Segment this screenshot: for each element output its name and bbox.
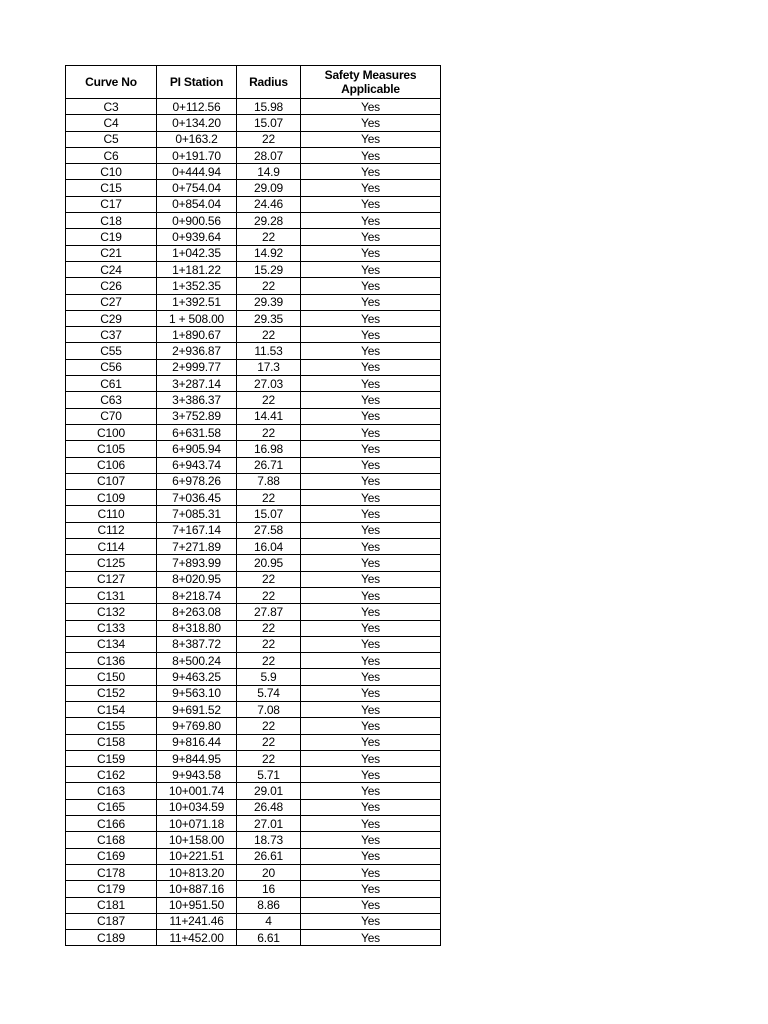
pi-station-cell: 6+978.26 bbox=[157, 473, 237, 489]
pi-station-cell: 0+163.2 bbox=[157, 131, 237, 147]
radius-cell: 16 bbox=[237, 881, 301, 897]
table-row bbox=[66, 506, 441, 522]
pi-station-cell: 1+042.35 bbox=[157, 245, 237, 261]
table-row bbox=[66, 555, 441, 571]
table-header-row bbox=[66, 66, 441, 99]
table-row bbox=[66, 620, 441, 636]
pi-station-cell: 7+036.45 bbox=[157, 490, 237, 506]
table-row bbox=[66, 441, 441, 457]
curve-no-cell: C5 bbox=[66, 131, 157, 147]
safety-measures-cell: Yes bbox=[301, 848, 441, 864]
table-row bbox=[66, 767, 441, 783]
table-row bbox=[66, 490, 441, 506]
curve-no-cell: C105 bbox=[66, 441, 157, 457]
curve-no-cell: C37 bbox=[66, 327, 157, 343]
pi-station-cell: 9+691.52 bbox=[157, 701, 237, 717]
curve-no-cell: C127 bbox=[66, 571, 157, 587]
table-row bbox=[66, 718, 441, 734]
table-row bbox=[66, 799, 441, 815]
safety-measures-cell: Yes bbox=[301, 864, 441, 880]
safety-measures-cell: Yes bbox=[301, 587, 441, 603]
curve-no-cell: C152 bbox=[66, 685, 157, 701]
table-row bbox=[66, 131, 441, 147]
table-row bbox=[66, 424, 441, 440]
pi-station-cell: 3+287.14 bbox=[157, 376, 237, 392]
radius-cell: 14.92 bbox=[237, 245, 301, 261]
safety-measures-cell: Yes bbox=[301, 636, 441, 652]
curve-no-cell: C61 bbox=[66, 376, 157, 392]
pi-station-cell: 10+034.59 bbox=[157, 799, 237, 815]
header-curve-no: Curve No bbox=[66, 66, 157, 99]
table-row bbox=[66, 816, 441, 832]
radius-cell: 11.53 bbox=[237, 343, 301, 359]
curve-no-cell: C26 bbox=[66, 278, 157, 294]
safety-measures-cell: Yes bbox=[301, 441, 441, 457]
radius-cell: 22 bbox=[237, 636, 301, 652]
table-row bbox=[66, 604, 441, 620]
radius-cell: 22 bbox=[237, 392, 301, 408]
curve-no-cell: C150 bbox=[66, 669, 157, 685]
radius-cell: 29.01 bbox=[237, 783, 301, 799]
safety-measures-cell: Yes bbox=[301, 604, 441, 620]
pi-station-cell: 7+271.89 bbox=[157, 539, 237, 555]
header-radius: Radius bbox=[237, 66, 301, 99]
radius-cell: 4 bbox=[237, 913, 301, 929]
radius-cell: 27.58 bbox=[237, 522, 301, 538]
radius-cell: 26.61 bbox=[237, 848, 301, 864]
table-row bbox=[66, 685, 441, 701]
curve-no-cell: C24 bbox=[66, 261, 157, 277]
table-row bbox=[66, 473, 441, 489]
table-row bbox=[66, 571, 441, 587]
radius-cell: 8.86 bbox=[237, 897, 301, 913]
safety-measures-cell: Yes bbox=[301, 164, 441, 180]
pi-station-cell: 1+181.22 bbox=[157, 261, 237, 277]
curve-no-cell: C27 bbox=[66, 294, 157, 310]
pi-station-cell: 0+191.70 bbox=[157, 147, 237, 163]
table-row bbox=[66, 734, 441, 750]
table-row bbox=[66, 343, 441, 359]
safety-measures-cell: Yes bbox=[301, 213, 441, 229]
table-row bbox=[66, 147, 441, 163]
curve-no-cell: C125 bbox=[66, 555, 157, 571]
table-row bbox=[66, 392, 441, 408]
safety-measures-cell: Yes bbox=[301, 734, 441, 750]
safety-measures-cell: Yes bbox=[301, 750, 441, 766]
curve-no-cell: C29 bbox=[66, 310, 157, 326]
table-row bbox=[66, 457, 441, 473]
curve-no-cell: C106 bbox=[66, 457, 157, 473]
radius-cell: 22 bbox=[237, 587, 301, 603]
pi-station-cell: 0+112.56 bbox=[157, 99, 237, 115]
radius-cell: 29.39 bbox=[237, 294, 301, 310]
safety-measures-cell: Yes bbox=[301, 653, 441, 669]
curve-no-cell: C70 bbox=[66, 408, 157, 424]
table-row bbox=[66, 881, 441, 897]
curve-no-cell: C19 bbox=[66, 229, 157, 245]
table-row bbox=[66, 229, 441, 245]
radius-cell: 15.29 bbox=[237, 261, 301, 277]
table-row bbox=[66, 310, 441, 326]
table-row bbox=[66, 196, 441, 212]
table-row bbox=[66, 913, 441, 929]
table-row bbox=[66, 115, 441, 131]
curve-no-cell: C6 bbox=[66, 147, 157, 163]
pi-station-cell: 8+500.24 bbox=[157, 653, 237, 669]
safety-measures-cell: Yes bbox=[301, 506, 441, 522]
curve-no-cell: C168 bbox=[66, 832, 157, 848]
radius-cell: 20.95 bbox=[237, 555, 301, 571]
curve-no-cell: C179 bbox=[66, 881, 157, 897]
table-row bbox=[66, 653, 441, 669]
pi-station-cell: 0+754.04 bbox=[157, 180, 237, 196]
safety-measures-cell: Yes bbox=[301, 147, 441, 163]
pi-station-cell: 1 + 508.00 bbox=[157, 310, 237, 326]
pi-station-cell: 3+752.89 bbox=[157, 408, 237, 424]
pi-station-cell: 0+900.56 bbox=[157, 213, 237, 229]
pi-station-cell: 10+813.20 bbox=[157, 864, 237, 880]
pi-station-cell: 3+386.37 bbox=[157, 392, 237, 408]
header-pi-station: PI Station bbox=[157, 66, 237, 99]
pi-station-cell: 0+854.04 bbox=[157, 196, 237, 212]
curve-no-cell: C107 bbox=[66, 473, 157, 489]
curve-no-cell: C169 bbox=[66, 848, 157, 864]
curve-no-cell: C163 bbox=[66, 783, 157, 799]
pi-station-cell: 7+085.31 bbox=[157, 506, 237, 522]
pi-station-cell: 6+943.74 bbox=[157, 457, 237, 473]
curve-no-cell: C133 bbox=[66, 620, 157, 636]
header-safety-measures: Safety Measures Applicable bbox=[301, 66, 441, 99]
safety-measures-cell: Yes bbox=[301, 261, 441, 277]
safety-measures-cell: Yes bbox=[301, 913, 441, 929]
pi-station-cell: 9+463.25 bbox=[157, 669, 237, 685]
radius-cell: 17.3 bbox=[237, 359, 301, 375]
radius-cell: 22 bbox=[237, 718, 301, 734]
radius-cell: 22 bbox=[237, 229, 301, 245]
radius-cell: 22 bbox=[237, 327, 301, 343]
table-row bbox=[66, 587, 441, 603]
pi-station-cell: 2+999.77 bbox=[157, 359, 237, 375]
pi-station-cell: 0+134.20 bbox=[157, 115, 237, 131]
safety-measures-cell: Yes bbox=[301, 115, 441, 131]
curve-no-cell: C109 bbox=[66, 490, 157, 506]
safety-measures-cell: Yes bbox=[301, 473, 441, 489]
safety-measures-cell: Yes bbox=[301, 392, 441, 408]
safety-measures-cell: Yes bbox=[301, 99, 441, 115]
safety-measures-cell: Yes bbox=[301, 196, 441, 212]
safety-measures-cell: Yes bbox=[301, 881, 441, 897]
safety-measures-cell: Yes bbox=[301, 783, 441, 799]
curve-no-cell: C3 bbox=[66, 99, 157, 115]
safety-measures-cell: Yes bbox=[301, 930, 441, 946]
radius-cell: 16.04 bbox=[237, 539, 301, 555]
table-row bbox=[66, 701, 441, 717]
curve-no-cell: C55 bbox=[66, 343, 157, 359]
safety-measures-cell: Yes bbox=[301, 816, 441, 832]
safety-measures-cell: Yes bbox=[301, 180, 441, 196]
radius-cell: 27.01 bbox=[237, 816, 301, 832]
radius-cell: 5.71 bbox=[237, 767, 301, 783]
safety-measures-cell: Yes bbox=[301, 343, 441, 359]
radius-cell: 22 bbox=[237, 620, 301, 636]
safety-measures-cell: Yes bbox=[301, 799, 441, 815]
table-row bbox=[66, 636, 441, 652]
curve-no-cell: C17 bbox=[66, 196, 157, 212]
radius-cell: 29.35 bbox=[237, 310, 301, 326]
safety-measures-cell: Yes bbox=[301, 897, 441, 913]
safety-measures-cell: Yes bbox=[301, 685, 441, 701]
radius-cell: 14.41 bbox=[237, 408, 301, 424]
table-row bbox=[66, 180, 441, 196]
curve-no-cell: C154 bbox=[66, 701, 157, 717]
table-row bbox=[66, 294, 441, 310]
safety-measures-cell: Yes bbox=[301, 457, 441, 473]
pi-station-cell: 9+844.95 bbox=[157, 750, 237, 766]
pi-station-cell: 8+218.74 bbox=[157, 587, 237, 603]
pi-station-cell: 0+444.94 bbox=[157, 164, 237, 180]
pi-station-cell: 7+893.99 bbox=[157, 555, 237, 571]
table-row bbox=[66, 164, 441, 180]
pi-station-cell: 10+158.00 bbox=[157, 832, 237, 848]
pi-station-cell: 7+167.14 bbox=[157, 522, 237, 538]
radius-cell: 18.73 bbox=[237, 832, 301, 848]
curve-no-cell: C166 bbox=[66, 816, 157, 832]
radius-cell: 15.07 bbox=[237, 506, 301, 522]
radius-cell: 22 bbox=[237, 424, 301, 440]
pi-station-cell: 9+943.58 bbox=[157, 767, 237, 783]
pi-station-cell: 8+020.95 bbox=[157, 571, 237, 587]
curve-no-cell: C178 bbox=[66, 864, 157, 880]
safety-measures-cell: Yes bbox=[301, 490, 441, 506]
radius-cell: 20 bbox=[237, 864, 301, 880]
radius-cell: 6.61 bbox=[237, 930, 301, 946]
safety-measures-cell: Yes bbox=[301, 424, 441, 440]
table-row bbox=[66, 99, 441, 115]
table-row bbox=[66, 376, 441, 392]
safety-measures-cell: Yes bbox=[301, 832, 441, 848]
radius-cell: 22 bbox=[237, 653, 301, 669]
pi-station-cell: 1+392.51 bbox=[157, 294, 237, 310]
curve-no-cell: C10 bbox=[66, 164, 157, 180]
table-row bbox=[66, 408, 441, 424]
radius-cell: 26.48 bbox=[237, 799, 301, 815]
radius-cell: 14.9 bbox=[237, 164, 301, 180]
table-row bbox=[66, 359, 441, 375]
pi-station-cell: 2+936.87 bbox=[157, 343, 237, 359]
radius-cell: 22 bbox=[237, 131, 301, 147]
curve-no-cell: C15 bbox=[66, 180, 157, 196]
radius-cell: 15.98 bbox=[237, 99, 301, 115]
pi-station-cell: 10+951.50 bbox=[157, 897, 237, 913]
pi-station-cell: 6+905.94 bbox=[157, 441, 237, 457]
table-row bbox=[66, 261, 441, 277]
radius-cell: 29.28 bbox=[237, 213, 301, 229]
radius-cell: 28.07 bbox=[237, 147, 301, 163]
safety-measures-cell: Yes bbox=[301, 278, 441, 294]
table-row bbox=[66, 539, 441, 555]
safety-measures-cell: Yes bbox=[301, 539, 441, 555]
pi-station-cell: 8+263.08 bbox=[157, 604, 237, 620]
curve-no-cell: C132 bbox=[66, 604, 157, 620]
radius-cell: 15.07 bbox=[237, 115, 301, 131]
pi-station-cell: 1+890.67 bbox=[157, 327, 237, 343]
pi-station-cell: 8+318.80 bbox=[157, 620, 237, 636]
curve-no-cell: C112 bbox=[66, 522, 157, 538]
safety-measures-cell: Yes bbox=[301, 310, 441, 326]
pi-station-cell: 11+452.00 bbox=[157, 930, 237, 946]
curve-no-cell: C162 bbox=[66, 767, 157, 783]
curve-no-cell: C100 bbox=[66, 424, 157, 440]
radius-cell: 27.03 bbox=[237, 376, 301, 392]
pi-station-cell: 9+769.80 bbox=[157, 718, 237, 734]
table-body bbox=[66, 99, 441, 946]
safety-measures-cell: Yes bbox=[301, 522, 441, 538]
table-row bbox=[66, 783, 441, 799]
curve-no-cell: C114 bbox=[66, 539, 157, 555]
table-row bbox=[66, 750, 441, 766]
curve-no-cell: C158 bbox=[66, 734, 157, 750]
pi-station-cell: 11+241.46 bbox=[157, 913, 237, 929]
radius-cell: 16.98 bbox=[237, 441, 301, 457]
curve-no-cell: C4 bbox=[66, 115, 157, 131]
safety-measures-cell: Yes bbox=[301, 245, 441, 261]
curve-no-cell: C159 bbox=[66, 750, 157, 766]
safety-measures-cell: Yes bbox=[301, 229, 441, 245]
table-row bbox=[66, 832, 441, 848]
pi-station-cell: 10+071.18 bbox=[157, 816, 237, 832]
pi-station-cell: 10+221.51 bbox=[157, 848, 237, 864]
radius-cell: 27.87 bbox=[237, 604, 301, 620]
safety-measures-cell: Yes bbox=[301, 327, 441, 343]
curve-no-cell: C181 bbox=[66, 897, 157, 913]
curve-no-cell: C189 bbox=[66, 930, 157, 946]
safety-measures-cell: Yes bbox=[301, 294, 441, 310]
pi-station-cell: 6+631.58 bbox=[157, 424, 237, 440]
radius-cell: 7.88 bbox=[237, 473, 301, 489]
curve-no-cell: C110 bbox=[66, 506, 157, 522]
pi-station-cell: 10+001.74 bbox=[157, 783, 237, 799]
pi-station-cell: 0+939.64 bbox=[157, 229, 237, 245]
curve-no-cell: C18 bbox=[66, 213, 157, 229]
pi-station-cell: 8+387.72 bbox=[157, 636, 237, 652]
table-row bbox=[66, 278, 441, 294]
safety-measures-cell: Yes bbox=[301, 718, 441, 734]
radius-cell: 22 bbox=[237, 734, 301, 750]
table-row bbox=[66, 669, 441, 685]
safety-measures-cell: Yes bbox=[301, 571, 441, 587]
pi-station-cell: 9+563.10 bbox=[157, 685, 237, 701]
radius-cell: 29.09 bbox=[237, 180, 301, 196]
table-row bbox=[66, 897, 441, 913]
safety-measures-cell: Yes bbox=[301, 376, 441, 392]
table-row bbox=[66, 930, 441, 946]
radius-cell: 26.71 bbox=[237, 457, 301, 473]
pi-station-cell: 10+887.16 bbox=[157, 881, 237, 897]
curve-safety-table bbox=[65, 65, 441, 946]
pi-station-cell: 1+352.35 bbox=[157, 278, 237, 294]
radius-cell: 24.46 bbox=[237, 196, 301, 212]
radius-cell: 7.08 bbox=[237, 701, 301, 717]
safety-measures-cell: Yes bbox=[301, 555, 441, 571]
table-row bbox=[66, 864, 441, 880]
radius-cell: 22 bbox=[237, 571, 301, 587]
curve-no-cell: C165 bbox=[66, 799, 157, 815]
safety-measures-cell: Yes bbox=[301, 701, 441, 717]
radius-cell: 22 bbox=[237, 490, 301, 506]
curve-no-cell: C187 bbox=[66, 913, 157, 929]
safety-measures-cell: Yes bbox=[301, 359, 441, 375]
curve-no-cell: C155 bbox=[66, 718, 157, 734]
curve-no-cell: C63 bbox=[66, 392, 157, 408]
table-row bbox=[66, 522, 441, 538]
radius-cell: 22 bbox=[237, 278, 301, 294]
table-row bbox=[66, 245, 441, 261]
safety-measures-cell: Yes bbox=[301, 620, 441, 636]
table-row bbox=[66, 327, 441, 343]
curve-no-cell: C21 bbox=[66, 245, 157, 261]
curve-no-cell: C136 bbox=[66, 653, 157, 669]
safety-measures-cell: Yes bbox=[301, 408, 441, 424]
radius-cell: 5.74 bbox=[237, 685, 301, 701]
table-row bbox=[66, 213, 441, 229]
curve-no-cell: C131 bbox=[66, 587, 157, 603]
curve-no-cell: C56 bbox=[66, 359, 157, 375]
radius-cell: 22 bbox=[237, 750, 301, 766]
safety-measures-cell: Yes bbox=[301, 131, 441, 147]
table-row bbox=[66, 848, 441, 864]
curve-no-cell: C134 bbox=[66, 636, 157, 652]
safety-measures-cell: Yes bbox=[301, 669, 441, 685]
safety-measures-cell: Yes bbox=[301, 767, 441, 783]
radius-cell: 5.9 bbox=[237, 669, 301, 685]
pi-station-cell: 9+816.44 bbox=[157, 734, 237, 750]
